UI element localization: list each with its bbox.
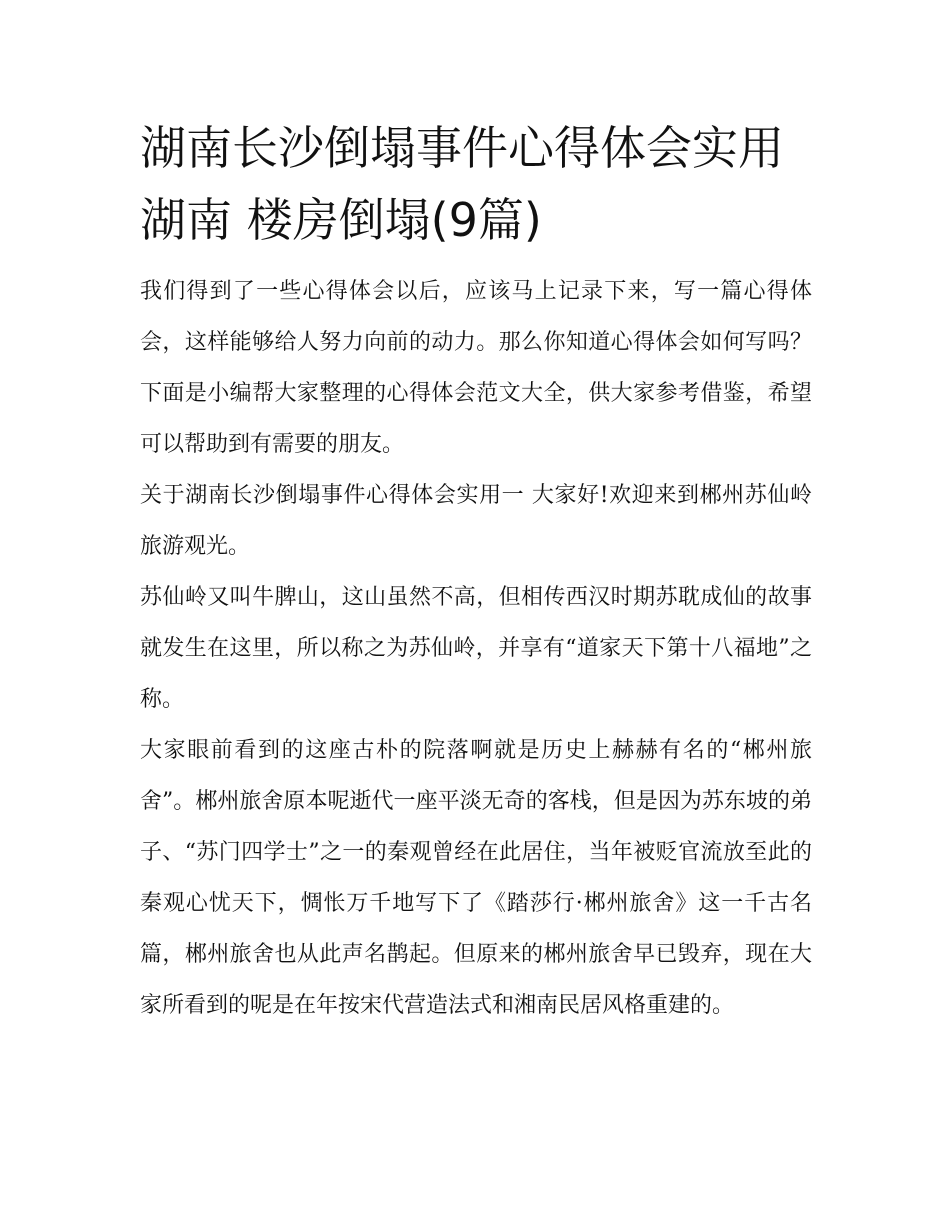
document-title: 湖南长沙倒塌事件心得体会实用 湖南 楼房倒塌(9篇) bbox=[140, 121, 784, 247]
paragraph-chenzhou-inn: 大家眼前看到的这座古朴的院落啊就是历史上赫赫有名的“郴州旅舍”。郴州旅舍原本呢逝代一座平淡无奇的客栈，但是因为苏东坡的弟子、“苏门四学士”之一的秦观曾经在此居住，当年被贬官流放至此的秦观心忧天下，惆怅万千地写下了《踏莎行·郴州旅舍》这一千古名篇，郴州旅舍也从此声名鹊起。但原来的郴州旅舍早已毁弃，现在大家所看到的呢是在年按宋代营造法式和湘南民居风格重建的。 bbox=[140, 738, 812, 1018]
paragraph-welcome: 关于湖南长沙倒塌事件心得体会实用一 大家好!欢迎来到郴州苏仙岭旅游观光。 bbox=[140, 483, 812, 559]
paragraph-intro: 我们得到了一些心得体会以后，应该马上记录下来，写一篇心得体会，这样能够给人努力向前的动力。那么你知道心得体会如何写吗？下面是小编帮大家整理的心得体会范文大全，供大家参考借鉴，希望可以帮助到有需要的朋友。 bbox=[140, 279, 812, 457]
document-page bbox=[140, 112, 812, 1031]
paragraph-suxianling: 苏仙岭又叫牛脾山，这山虽然不高，但相传西汉时期苏耽成仙的故事就发生在这里，所以称之为苏仙岭，并享有“道家天下第十八福地”之称。 bbox=[140, 585, 812, 712]
